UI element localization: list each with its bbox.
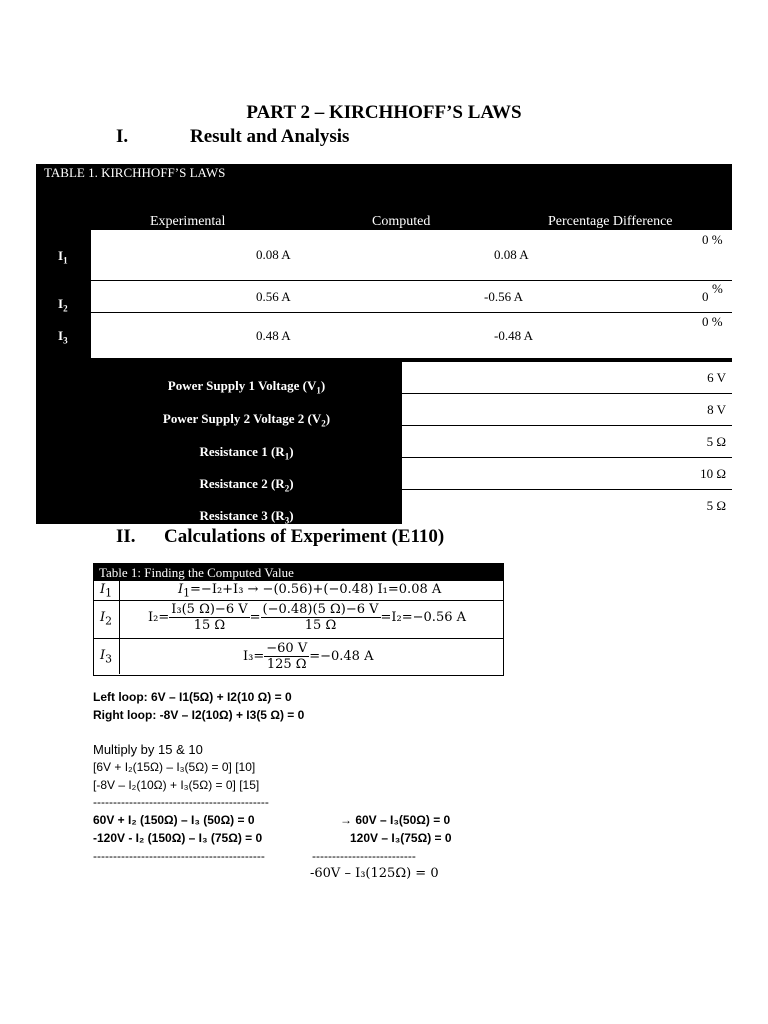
i2-percentage-value: 0 [702, 289, 709, 304]
i1-percentage: 0 % [702, 232, 723, 247]
i2-equation: I₂= $\frac{\text{I₃(5 Ω)−6 V}}{15 \Omega}$ = $\frac{(-0.48)(5 \Omega)-6 V}{15 \Omega}$ =I₂=−0.56 A [148, 602, 467, 633]
left-loop-equation: Left loop: 6V – I1(5Ω) + I2(10 Ω) = 0 [93, 690, 292, 704]
param-label-r3: Resistance 3 $(R_3)$ [199, 508, 294, 526]
section-title: Result and Analysis [190, 126, 350, 147]
row-divider [402, 393, 732, 394]
header-computed: Computed [372, 214, 431, 229]
value-v1: 6 V [707, 370, 726, 385]
i2-computed: -0.56 A [484, 289, 523, 304]
row-divider [93, 638, 503, 639]
i2-experimental: 0.56 A [256, 289, 291, 304]
i3-equation: I₃= $\frac{-60 V}{125 \Omega}$ =−0.48 A [243, 641, 374, 672]
section-title: Calculations of Experiment (E110) [164, 526, 445, 547]
row-divider [93, 600, 503, 601]
final-equation: -60V – I₃(125Ω) = 0 [310, 866, 439, 881]
value-r3: 5 Ω [706, 498, 726, 513]
i3-experimental: 0.48 A [256, 328, 291, 343]
param-label-v2: Power Supply 2 Voltage 2 $(V_2)$ [162, 411, 331, 429]
i1-experimental: 0.08 A [256, 247, 291, 262]
row-divider [402, 489, 732, 490]
simplified-equation-1: → 60V – I₃(50Ω) = 0 [340, 813, 451, 827]
calc-label-i3: $I_3$ [100, 648, 113, 666]
header-percentage-difference: Percentage Difference [548, 214, 673, 229]
measurement-area [91, 230, 732, 358]
i2-percentage-symbol: % [712, 281, 723, 296]
calc-label-i1: $I_1$ [100, 582, 113, 600]
scaled-equation-2: [-8V – I₂(10Ω) + I₃(5Ω) = 0] [15] [93, 778, 260, 792]
scaled-equation-1: [6V + I₂(15Ω) – I₃(5Ω) = 0] [10] [93, 760, 256, 774]
table-caption: TABLE 1. KIRCHHOFF’S LAWS [44, 165, 226, 180]
value-r2: 10 Ω [700, 466, 726, 481]
i3-computed: -0.48 A [494, 328, 533, 343]
row-divider [91, 280, 732, 281]
separator-dashes: -------------------------------------------- [93, 795, 269, 809]
page-title: PART 2 – KIRCHHOFF’S LAWS [246, 102, 522, 123]
value-r1: 5 Ω [706, 434, 726, 449]
section-number: I. [116, 126, 129, 147]
i3-percentage: 0 % [702, 314, 723, 329]
value-v2: 8 V [707, 402, 726, 417]
computed-table-caption: Table 1: Finding the Computed Value [94, 564, 503, 581]
column-divider [119, 581, 120, 674]
param-label-r2: Resistance 2 $(R_2)$ [199, 476, 294, 494]
expanded-equation-1: 60V + I₂ (150Ω) – I₃ (50Ω) = 0 [93, 813, 255, 827]
row-divider [91, 312, 732, 313]
expanded-equation-2: -120V - I₂ (150Ω) – I₃ (75Ω) = 0 [93, 831, 263, 845]
row-divider [402, 457, 732, 458]
row-label-i3: $I_3$ [58, 328, 68, 346]
param-label-v1: Power Supply 1 Voltage $(V_1)$ [167, 378, 326, 396]
i1-computed: 0.08 A [494, 247, 529, 262]
row-label-i2: $I_2$ [58, 296, 68, 314]
row-divider [402, 425, 732, 426]
multiply-instruction: Multiply by 15 & 10 [93, 742, 203, 757]
section-number: II. [116, 526, 136, 547]
separator-dashes: -------------------------- [312, 849, 416, 863]
param-label-r1: Resistance 1 $(R_1)$ [199, 444, 294, 462]
header-experimental: Experimental [150, 214, 226, 229]
row-label-i1: $I_1$ [58, 248, 68, 266]
simplified-equation-2: 120V – I₃(75Ω) = 0 [350, 831, 452, 845]
separator-dashes: ------------------------------------------- [93, 849, 265, 863]
calc-label-i2: $I_2$ [100, 610, 113, 628]
i1-equation: $I_1=-I_2+I_3 \to -(0.56)+(-0.48)$ I₁=0.08 A [178, 582, 442, 600]
right-loop-equation: Right loop: -8V – I2(10Ω) + I3(5 Ω) = 0 [93, 708, 305, 722]
